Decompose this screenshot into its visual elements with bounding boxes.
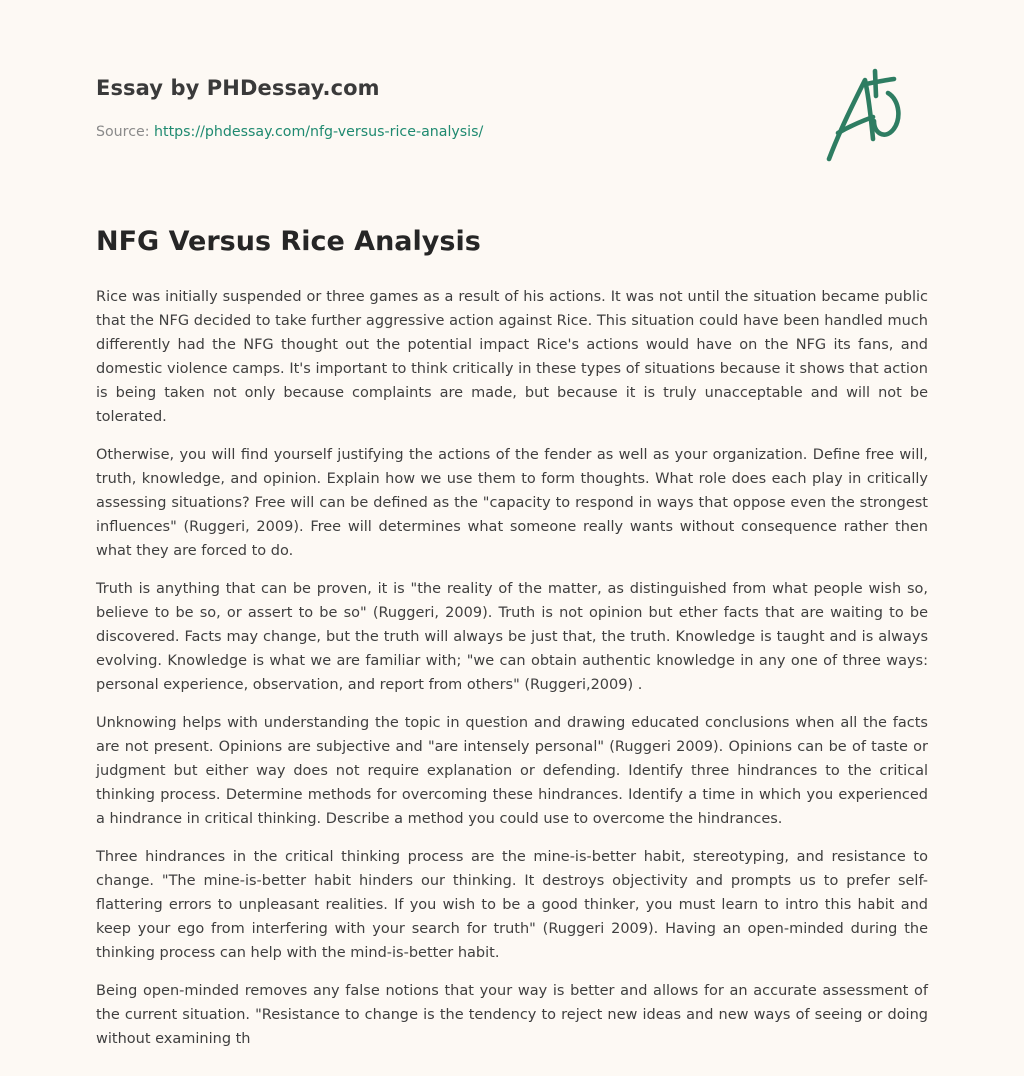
- essay-paragraph-5: Three hindrances in the critical thinking process are the mine-is-better habit, stereotyping, and resistance to change. "The mine-is-better habit hinders our thinking. It destroys objectivity and prompts us to prefer self-flattering errors to unpleasant realities. If you wish to be a good thinker, you must learn to intro this habit and keep your ego from interfering with your search for truth" (Ruggeri 2009). Having an open-minded during the thinking process can help with the mind-is-better habit.: [96, 849, 928, 961]
- source-label: Source:: [96, 124, 155, 140]
- essay-paragraph-6: Being open-minded removes any false notions that your way is better and allows for an accurate assessment of the current situation. "Resistance to change is the tendency to reject new ideas and new ways of seeing or doing without examining th: [96, 983, 928, 1047]
- source-link[interactable]: https://phdessay.com/nfg-versus-rice-analysis/: [154, 124, 484, 140]
- essay-paragraph-2: Otherwise, you will find yourself justifying the actions of the fender as well as your organization. Define free will, truth, knowledge, and opinion. Explain how we use them to form thoughts. What role does each play in critically assessing situations? Free will can be defined as the "capacity to respond in ways that oppose even the strongest influences" (Ruggeri, 2009). Free will determines what someone really wants without consequence rather then what they are forced to do.: [96, 447, 928, 559]
- essay-paragraph-3: Truth is anything that can be proven, it is "the reality of the matter, as distinguished from what people wish so, believe to be so, or assert to be so" (Ruggeri, 2009). Truth is not opinion but ether facts that are waiting to be discovered. Facts may change, but the truth will always be just that, the truth. Knowledge is taught and is always evolving. Knowledge is what we are familiar with; "we can obtain authentic knowledge in any one of three ways: personal experience, observation, and report from others" (Ruggeri,2009) .: [96, 581, 928, 693]
- essay-body: [96, 285, 928, 1065]
- essay-paragraph-1: Rice was initially suspended or three games as a result of his actions. It was not until the situation became public that the NFG decided to take further aggressive action against Rice. This situation could have been handled much differently had the NFG thought out the potential impact Rice's actions would have on the NFG its fans, and domestic violence camps. It's important to think critically in these types of situations because it shows that action is being taken not only because complaints are made, but because it is truly unacceptable and will not be tolerated.: [96, 289, 928, 425]
- source-line: [96, 124, 483, 140]
- a-plus-grade-icon: [826, 66, 926, 166]
- site-brand: Essay by PHDessay.com: [96, 76, 380, 100]
- essay-paragraph-4: Unknowing helps with understanding the topic in question and drawing educated conclusions when all the facts are not present. Opinions are subjective and "are intensely personal" (Ruggeri 2009). Opinions can be of taste or judgment but either way does not require explanation or defending. Identify three hindrances to the critical thinking process. Determine methods for overcoming these hindrances. Identify a time in which you experienced a hindrance in critical thinking. Describe a method you could use to overcome the hindrances.: [96, 715, 928, 827]
- essay-title: NFG Versus Rice Analysis: [96, 226, 481, 257]
